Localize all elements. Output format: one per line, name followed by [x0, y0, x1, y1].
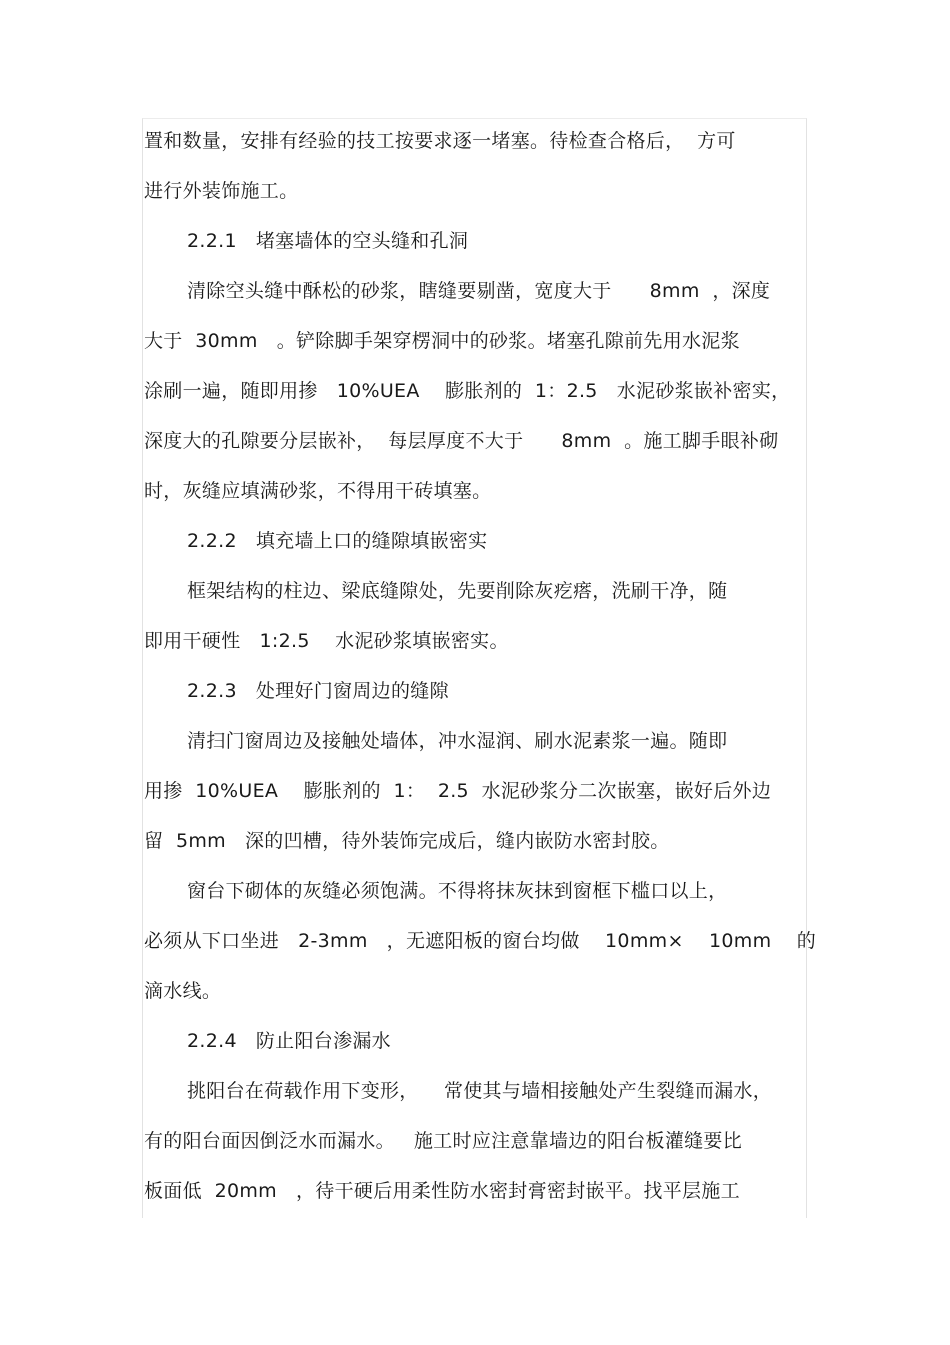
- text-line: 进行外装饰施工。: [144, 180, 299, 202]
- text-line: 大于 30mm 。铲除脚手架穿楞洞中的砂浆。堵塞孔隙前先用水泥浆: [144, 330, 740, 352]
- text-line: 清除空头缝中酥松的砂浆，瞎缝要剔凿，宽度大于 8mm ，深度: [187, 280, 771, 302]
- section-heading-2-2-4: 2.2.4 防止阳台渗漏水: [187, 1030, 391, 1052]
- text-line: 涂刷一遍，随即用掺 10%UEA 膨胀剂的 1：2.5 水泥砂浆嵌补密实，: [144, 380, 791, 402]
- section-heading-2-2-2: 2.2.2 填充墙上口的缝隙填嵌密实: [187, 530, 488, 552]
- text-line: 深度大的孔隙要分层嵌补， 每层厚度不大于 8mm 。施工脚手眼补砌: [144, 430, 779, 452]
- text-line: 置和数量，安排有经验的技工按要求逐一堵塞。待检查合格后， 方可: [144, 130, 736, 152]
- section-heading-2-2-1: 2.2.1 堵塞墙体的空头缝和孔洞: [187, 230, 469, 252]
- text-line: 即用干硬性 1:2.5 水泥砂浆填嵌密实。: [144, 630, 509, 652]
- text-line: 有的阳台面因倒泛水而漏水。 施工时应注意靠墙边的阳台板灌缝要比: [144, 1130, 743, 1152]
- text-line: 挑阳台在荷载作用下变形， 常使其与墙相接触处产生裂缝而漏水，: [187, 1080, 773, 1102]
- text-line: 时，灰缝应填满砂浆，不得用干砖填塞。: [144, 480, 492, 502]
- text-line: 板面低 20mm ，待干硬后用柔性防水密封膏密封嵌平。找平层施工: [144, 1180, 740, 1202]
- text-line: 清扫门窗周边及接触处墙体，冲水湿润、刷水泥素浆一遍。随即: [187, 730, 728, 752]
- text-line: 滴水线。: [144, 980, 222, 1002]
- text-line: 必须从下口坐进 2-3mm ，无遮阳板的窗台均做 10mm× 10mm 的: [144, 930, 817, 952]
- text-line: 留 5mm 深的凹槽，待外装饰完成后，缝内嵌防水密封胶。: [144, 830, 670, 852]
- text-line: 用掺 10%UEA 膨胀剂的 1： 2.5 水泥砂浆分二次嵌塞，嵌好后外边: [144, 780, 772, 802]
- text-line: 窗台下砌体的灰缝必须饱满。不得将抹灰抹到窗框下槛口以上，: [187, 880, 728, 902]
- section-heading-2-2-3: 2.2.3 处理好门窗周边的缝隙: [187, 680, 449, 702]
- text-line: 框架结构的柱边、梁底缝隙处，先要削除灰疙瘩，洗刷干净，随: [187, 580, 728, 602]
